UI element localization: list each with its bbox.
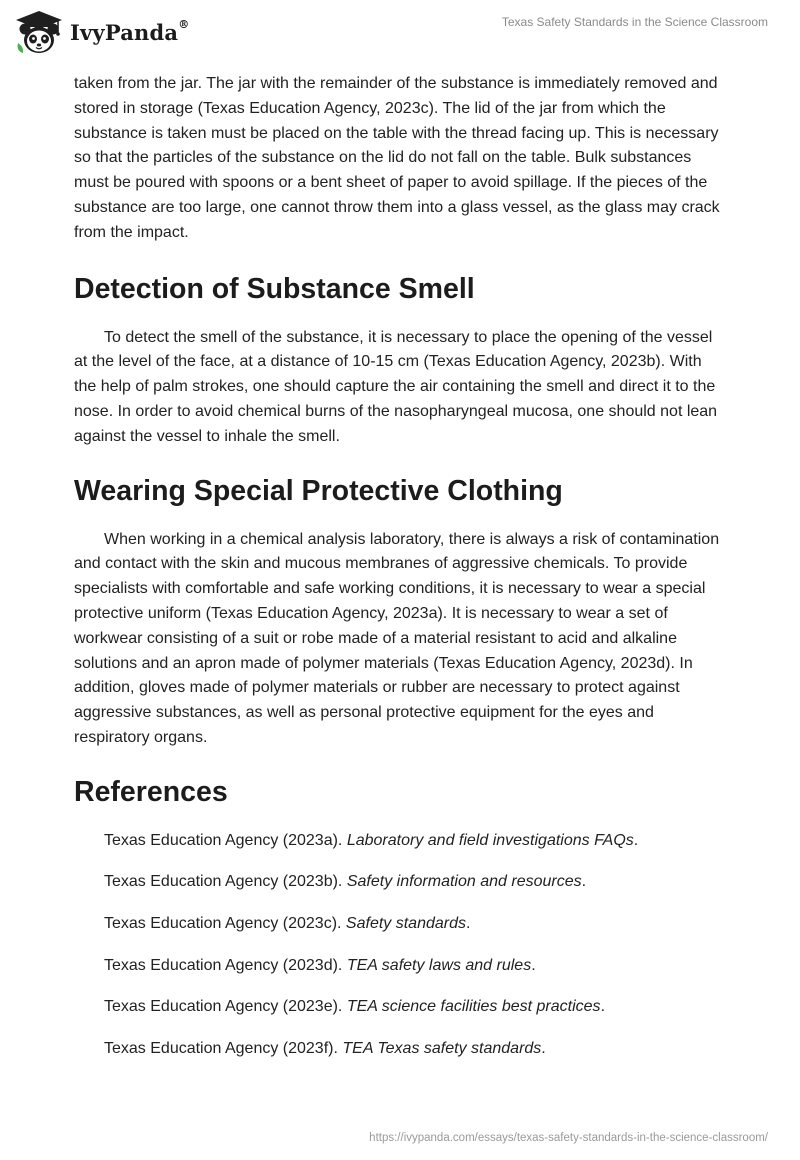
essay-body [74, 72, 728, 1078]
reference-item: Texas Education Agency (2023a). Laboratory and field investigations FAQs. [104, 831, 639, 849]
panda-graduation-cap-icon [14, 9, 64, 55]
reference-item: Texas Education Agency (2023f). TEA Texas safety standards. [104, 1039, 546, 1057]
smell-paragraph: To detect the smell of the substance, it is necessary to place the opening of the vessel at the level of the face, at a distance of 10-15 cm (Texas Education Agency, 2023b). With the help of palm strokes, one should capture the air containing the smell and direct it to the nose. In order to avoid chemical burns of the nasopharyngeal mucosa, one should not lean against the vessel to inhale the smell. [74, 328, 718, 445]
heading-protective-clothing: Wearing Special Protective Clothing [74, 474, 563, 507]
ivypanda-logo[interactable] [14, 8, 189, 56]
heading-references: References [74, 775, 228, 808]
brand-name: IvyPanda® [70, 17, 190, 45]
reference-item: Texas Education Agency (2023b). Safety information and resources. [104, 873, 587, 891]
clothing-paragraph: When working in a chemical analysis laboratory, there is always a risk of contamination and contact with the skin and mucous membranes of aggressive chemicals. To provide specialists with comfortable and safe working conditions, it is necessary to wear a special protective uniform (Texas Education Agency, 2023a). It is necessary to wear a set of workwear consisting of a suit or robe made of a material resistant to acid and alkaline solutions and an apron made of polymer materials (Texas Education Agency, 2023d). In addition, gloves made of polymer materials or rubber are necessary to protect against aggressive substances, as well as personal protective equipment for the eyes and respiratory organs. [74, 530, 720, 746]
page-header [0, 0, 800, 64]
heading-substance-smell: Detection of Substance Smell [74, 272, 475, 305]
source-url[interactable]: https://ivypanda.com/essays/texas-safety-standards-in-the-science-classroom/ [369, 1132, 768, 1144]
reference-item: Texas Education Agency (2023c). Safety standards. [104, 914, 471, 932]
reference-item: Texas Education Agency (2023e). TEA science facilities best practices. [104, 998, 606, 1016]
references-list [74, 829, 728, 1061]
intro-paragraph: taken from the jar. The jar with the remainder of the substance is immediately removed and stored in storage (Texas Education Agency, 2023c). The lid of the jar from which the substance is taken must be placed on the table with the thread facing up. This is necessary so that the particles of the substance on the lid do not fall on the table. Bulk substances must be poured with spoons or a bent sheet of paper to avoid spillage. If the pieces of the substance are too large, one cannot throw them into a glass vessel, as the glass may crack from the impact. [74, 75, 720, 241]
reference-item: Texas Education Agency (2023d). TEA safety laws and rules. [104, 956, 536, 974]
document-title: Texas Safety Standards in the Science Classroom [501, 15, 768, 29]
